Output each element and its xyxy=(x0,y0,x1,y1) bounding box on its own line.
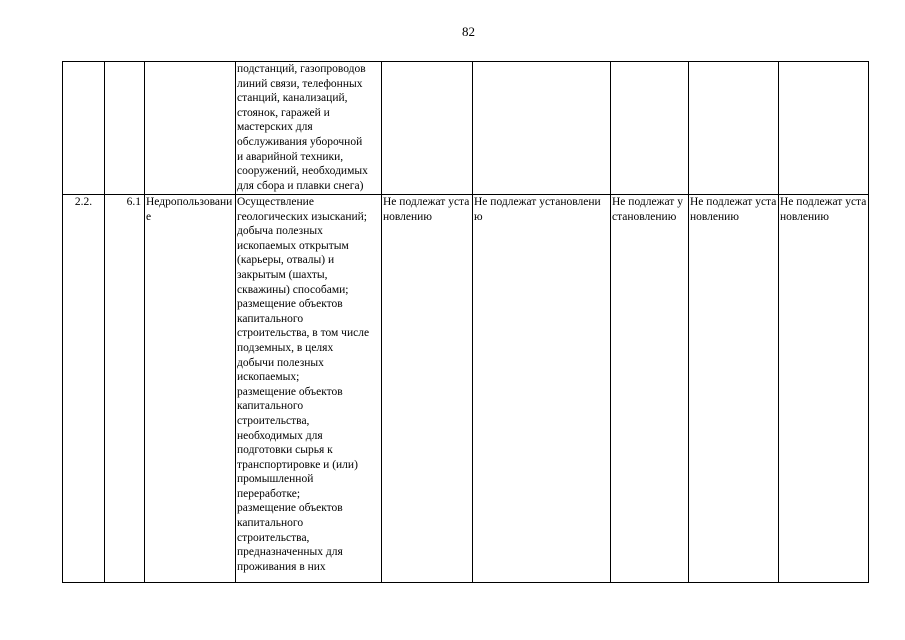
document-table xyxy=(62,61,869,583)
cell-col8 xyxy=(689,62,779,195)
cell-number xyxy=(63,62,105,195)
cell-description: Осуществление геологических изысканий; добыча полезных ископаемых открытым (карьеры, отвалы) и закрытым (шахты, скважины) способами; размещение объектов капитального строительства, в том числе подземных, в целях добычи полезных ископаемых; размещение объектов капитального строительства, необходимых для подготовки сырья к транспортировке и (или) промышленной переработке; размещение объектов капитального строительства, предназначенных для проживания в них xyxy=(236,195,382,583)
cell-col5: Не подлежат установлению xyxy=(382,195,473,583)
cell-col7: Не подлежат установлению xyxy=(611,195,689,583)
cell-col9: Не подлежат установлению xyxy=(779,195,869,583)
cell-name: Недропользование xyxy=(145,195,236,583)
table-row xyxy=(63,195,869,583)
cell-code xyxy=(105,62,145,195)
cell-code: 6.1 xyxy=(105,195,145,583)
cell-col5 xyxy=(382,62,473,195)
cell-col7 xyxy=(611,62,689,195)
cell-description: подстанций, газопроводов линий связи, телефонных станций, канализаций, стоянок, гаражей и мастерских для обслуживания уборочной и аварийной техники, сооружений, необходимых для сбора и плавки снега) xyxy=(236,62,382,195)
page-number: 82 xyxy=(462,24,475,39)
table-row xyxy=(63,62,869,195)
cell-name xyxy=(145,62,236,195)
cell-col8: Не подлежат установлению xyxy=(689,195,779,583)
cell-col9 xyxy=(779,62,869,195)
cell-col6 xyxy=(473,62,611,195)
cell-number: 2.2. xyxy=(63,195,105,583)
cell-col6: Не подлежат установлению xyxy=(473,195,611,583)
